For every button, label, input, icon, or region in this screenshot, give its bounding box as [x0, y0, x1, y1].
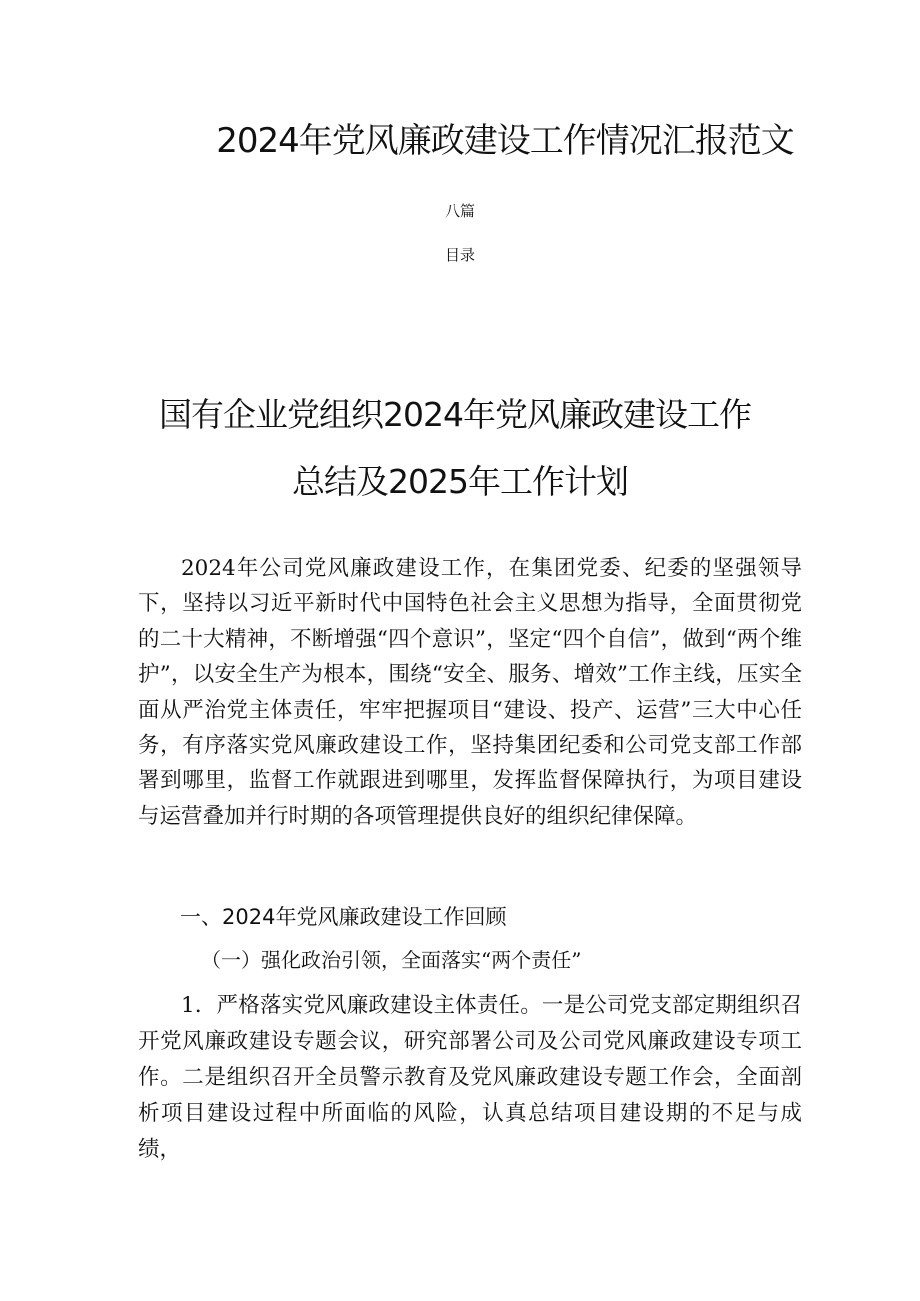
intro-paragraph: 2024年公司党风廉政建设工作，在集团党委、纪委的坚强领导下，坚持以习近平新时代中国特色社会主义思想为指导，全面贯彻党的二十大精神，不断增强“四个意识”，坚定“四个自信”，做到“两个维护”，以安全生产为根本，围绕“安全、服务、增效”工作主线，压实全面从严治党主体责任，牢牢把握项目“建设、投产、运营”三大中心任务，有序落实党风廉政建设工作，坚持集团纪委和公司党支部工作部署到哪里，监督工作就跟进到哪里，发挥监督保障执行，为项目建设与运营叠加并行时期的各项管理提供良好的组织纪律保障。 — [138, 556, 802, 829]
table-of-contents-label: 目录 — [444, 246, 475, 264]
item-paragraph: 1．严格落实党风廉政建设主体责任。一是公司党支部定期组织召开党风廉政建设专题会议，研究部署公司及公司党风廉政建设专项工作。二是组织召开全员警示教育及党风廉政建设专题工作会，全面剖析项目建设过程中所面临的风险，认真总结项目建设期的不足与成绩， — [138, 993, 802, 1162]
document-subtitle: 八篇 — [444, 202, 475, 220]
document-title: 2024年党风廉政建设工作情况汇报范文 — [216, 121, 794, 161]
article-title-line-2: 总结及2025年工作计划 — [292, 462, 628, 501]
subsection-heading: （一）强化政治引领，全面落实“两个责任” — [201, 948, 582, 972]
article-title-line-1: 国有企业党组织2024年党风廉政建设工作 — [159, 395, 751, 434]
section-heading: 一、2024年党风廉政建设工作回顾 — [180, 905, 507, 929]
